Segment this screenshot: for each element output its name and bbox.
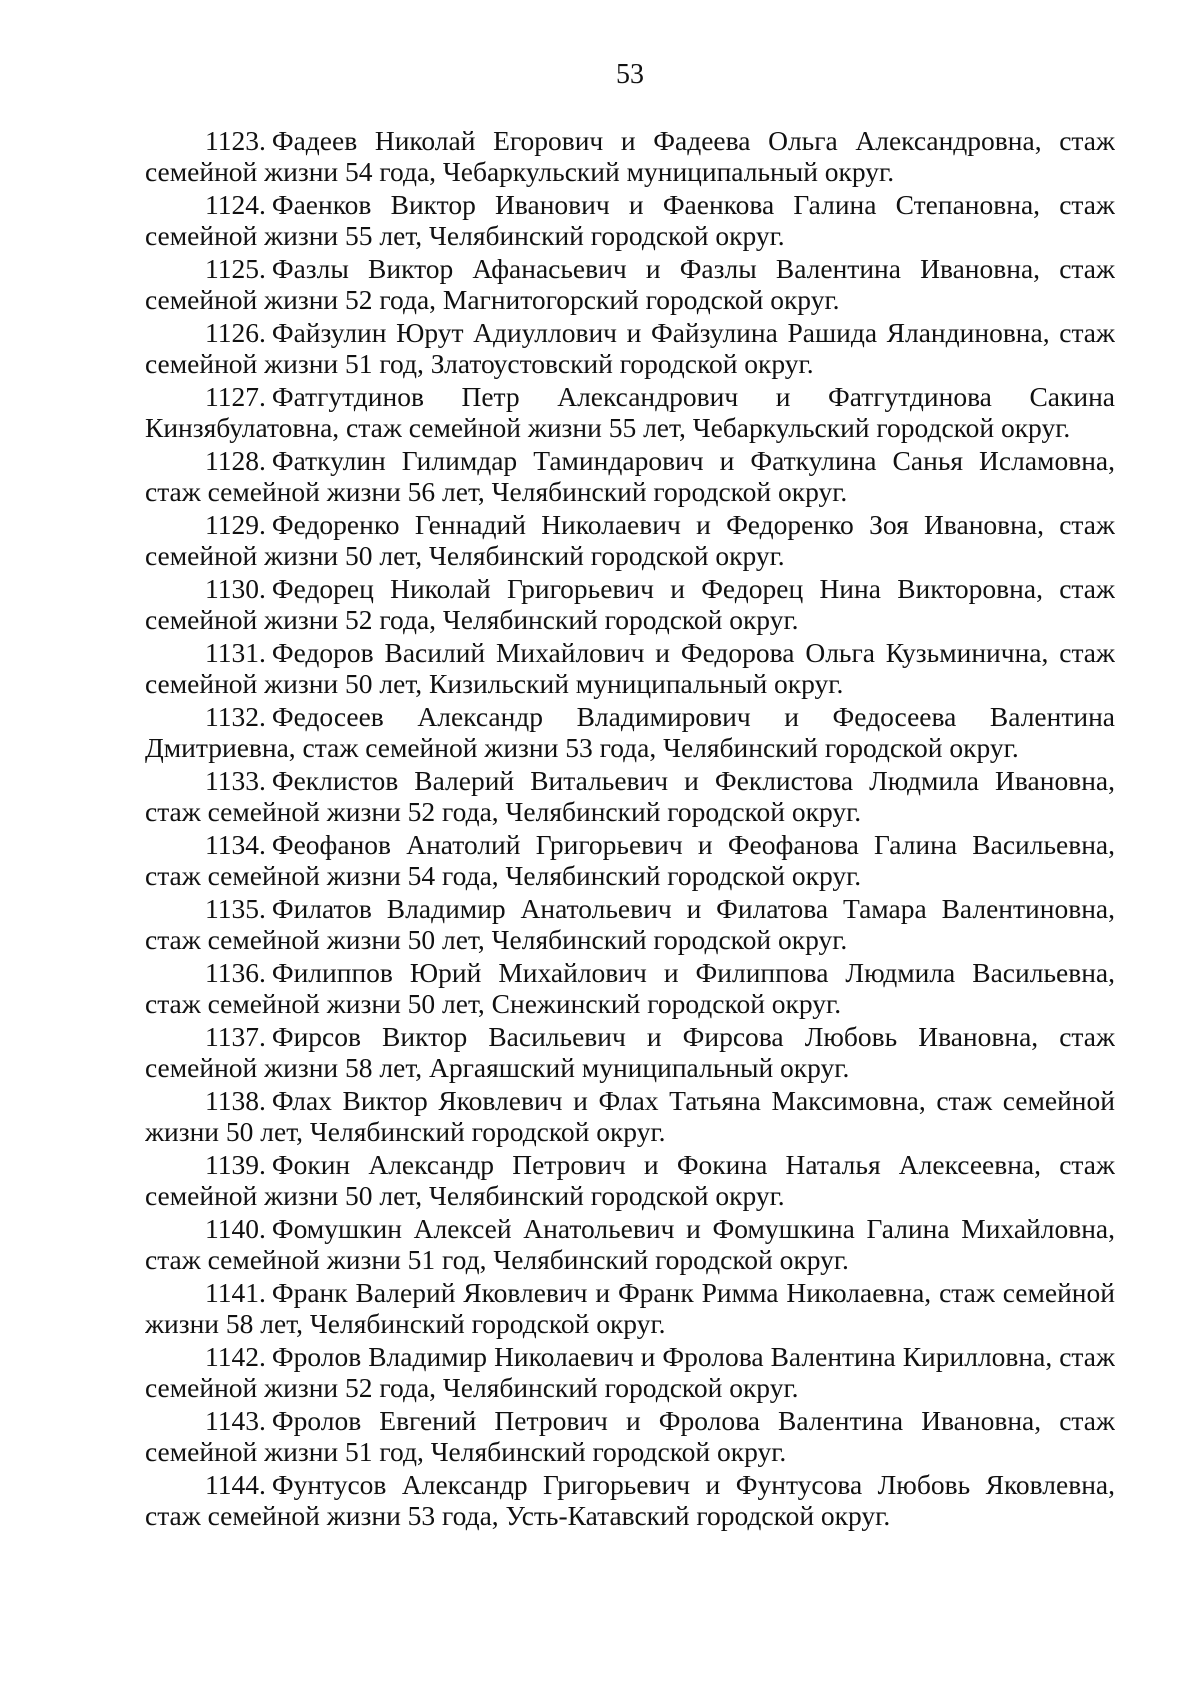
entry-number: 1123. xyxy=(205,125,266,156)
entry-text: Фаткулин Гилимдар Таминдарович и Фаткулина Санья Исламовна, стаж семейной жизни 56 лет, Челябинский городской округ. xyxy=(145,445,1115,507)
entry-number: 1128. xyxy=(205,445,266,476)
entry-number: 1141. xyxy=(205,1277,266,1308)
entry-text: Филиппов Юрий Михайлович и Филиппова Людмила Васильевна, стаж семейной жизни 50 лет, Снежинский городской округ. xyxy=(145,957,1115,1019)
list-item xyxy=(145,893,1115,956)
entry-text: Филатов Владимир Анатольевич и Филатова Тамара Валентиновна, стаж семейной жизни 50 лет, Челябинский городской округ. xyxy=(145,893,1115,955)
list-item xyxy=(145,1085,1115,1148)
list-item xyxy=(145,317,1115,380)
entry-text: Федоренко Геннадий Николаевич и Федоренко Зоя Ивановна, стаж семейной жизни 50 лет, Челябинский городской округ. xyxy=(145,509,1115,571)
entry-number: 1142. xyxy=(205,1341,266,1372)
entry-number: 1136. xyxy=(205,957,266,988)
entry-number: 1135. xyxy=(205,893,266,924)
entry-text: Фаенков Виктор Иванович и Фаенкова Галина Степановна, стаж семейной жизни 55 лет, Челябинский городской округ. xyxy=(145,189,1115,251)
entry-number: 1139. xyxy=(205,1149,266,1180)
entry-number: 1143. xyxy=(205,1405,266,1436)
list-item xyxy=(145,957,1115,1020)
entry-text: Фирсов Виктор Васильевич и Фирсова Любовь Ивановна, стаж семейной жизни 58 лет, Аргаяшский муниципальный округ. xyxy=(145,1021,1115,1083)
list-item xyxy=(145,1213,1115,1276)
list-item xyxy=(145,381,1115,444)
list-item xyxy=(145,573,1115,636)
entry-text: Феклистов Валерий Витальевич и Феклистова Людмила Ивановна, стаж семейной жизни 52 года, Челябинский городской округ. xyxy=(145,765,1115,827)
list-item xyxy=(145,1277,1115,1340)
list-item xyxy=(145,1149,1115,1212)
entry-text: Фазлы Виктор Афанасьевич и Фазлы Валентина Ивановна, стаж семейной жизни 52 года, Магнитогорский городской округ. xyxy=(145,253,1115,315)
entry-text: Фролов Евгений Петрович и Фролова Валентина Ивановна, стаж семейной жизни 51 год, Челябинский городской округ. xyxy=(145,1405,1115,1467)
entry-text: Федоров Василий Михайлович и Федорова Ольга Кузьминична, стаж семейной жизни 50 лет, Кизильский муниципальный округ. xyxy=(145,637,1115,699)
entry-number: 1133. xyxy=(205,765,266,796)
page-number: 53 xyxy=(616,59,644,90)
entry-text: Флах Виктор Яковлевич и Флах Татьяна Максимовна, стаж семейной жизни 50 лет, Челябинский городской округ. xyxy=(145,1085,1115,1147)
list-item xyxy=(145,1405,1115,1468)
list-item xyxy=(145,1341,1115,1404)
entries-list xyxy=(145,125,1115,1533)
entry-number: 1134. xyxy=(205,829,266,860)
entry-text: Фокин Александр Петрович и Фокина Наталья Алексеевна, стаж семейной жизни 50 лет, Челябинский городской округ. xyxy=(145,1149,1115,1211)
entry-number: 1140. xyxy=(205,1213,266,1244)
entry-text: Файзулин Юрут Адиуллович и Файзулина Рашида Яландиновна, стаж семейной жизни 51 год, Златоустовский городской округ. xyxy=(145,317,1115,379)
list-item xyxy=(145,1021,1115,1084)
entry-text: Фомушкин Алексей Анатольевич и Фомушкина Галина Михайловна, стаж семейной жизни 51 год, Челябинский городской округ. xyxy=(145,1213,1115,1275)
entry-number: 1138. xyxy=(205,1085,266,1116)
entry-text: Франк Валерий Яковлевич и Франк Римма Николаевна, стаж семейной жизни 58 лет, Челябинский городской округ. xyxy=(145,1277,1115,1339)
list-item xyxy=(145,125,1115,188)
list-item xyxy=(145,253,1115,316)
list-item xyxy=(145,445,1115,508)
entry-text: Фунтусов Александр Григорьевич и Фунтусова Любовь Яковлевна, стаж семейной жизни 53 года, Усть-Катавский городской округ. xyxy=(145,1469,1115,1531)
entry-number: 1124. xyxy=(205,189,266,220)
list-item xyxy=(145,189,1115,252)
entry-number: 1132. xyxy=(205,701,266,732)
entry-number: 1129. xyxy=(205,509,266,540)
entry-text: Фролов Владимир Николаевич и Фролова Валентина Кирилловна, стаж семейной жизни 52 года, Челябинский городской округ. xyxy=(145,1341,1115,1403)
entry-text: Фадеев Николай Егорович и Фадеева Ольга Александровна, стаж семейной жизни 54 года, Чебаркульский муниципальный округ. xyxy=(145,125,1115,187)
entry-number: 1137. xyxy=(205,1021,266,1052)
entry-number: 1130. xyxy=(205,573,266,604)
entry-number: 1125. xyxy=(205,253,266,284)
entry-number: 1127. xyxy=(205,381,266,412)
entry-number: 1144. xyxy=(205,1469,266,1500)
list-item xyxy=(145,701,1115,764)
entry-text: Федосеев Александр Владимирович и Федосеева Валентина Дмитриевна, стаж семейной жизни 53 года, Челябинский городской округ. xyxy=(145,701,1115,763)
entry-number: 1126. xyxy=(205,317,266,348)
entry-text: Федорец Николай Григорьевич и Федорец Нина Викторовна, стаж семейной жизни 52 года, Челябинский городской округ. xyxy=(145,573,1115,635)
list-item xyxy=(145,829,1115,892)
entry-text: Фатгутдинов Петр Александрович и Фатгутдинова Сакина Кинзябулатовна, стаж семейной жизни 55 лет, Чебаркульский городской округ. xyxy=(145,381,1115,443)
entry-text: Феофанов Анатолий Григорьевич и Феофанова Галина Васильевна, стаж семейной жизни 54 года, Челябинский городской округ. xyxy=(145,829,1115,891)
list-item xyxy=(145,637,1115,700)
list-item xyxy=(145,1469,1115,1532)
list-item xyxy=(145,765,1115,828)
list-item xyxy=(145,509,1115,572)
entry-number: 1131. xyxy=(205,637,266,668)
